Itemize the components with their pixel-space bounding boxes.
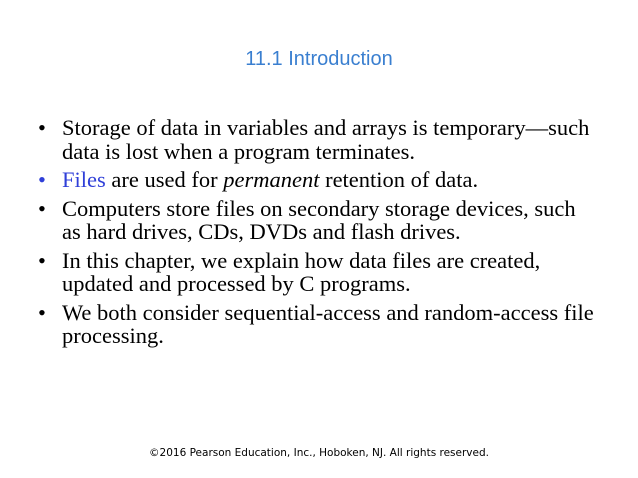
bullet-text: Computers store files on secondary storage devices, such as hard drives, CDs, DVDs and flash drives. [62, 195, 576, 244]
bullet-icon: • [38, 247, 46, 273]
bullet-item-access [38, 301, 598, 348]
permanent-emphasis: permanent [223, 167, 320, 192]
bullet-item-storage [38, 116, 598, 163]
bullet-icon: • [38, 167, 46, 192]
copyright-footer: ©2016 Pearson Education, Inc., Hoboken, NJ. All rights reserved. [149, 447, 489, 459]
bullet-text: Storage of data in variables and arrays is temporary—such data is lost when a program terminates. [62, 115, 590, 164]
bullet-text: In this chapter, we explain how data files are created, updated and processed by C programs. [62, 247, 541, 296]
bullet-text-middle: are used for [105, 167, 224, 192]
bullet-item-computers [38, 197, 598, 244]
bullet-icon: • [38, 299, 46, 325]
slide-title: 11.1 Introduction [245, 48, 393, 70]
files-term: Files [62, 167, 106, 192]
bullet-icon: • [38, 115, 46, 140]
bullet-text-tail: retention of data. [319, 167, 479, 192]
bullet-icon: • [38, 195, 46, 221]
bullet-item-files [38, 168, 598, 192]
bullet-text: We both consider sequential-access and random-access file processing. [62, 299, 594, 348]
bullet-item-chapter [38, 249, 598, 296]
bullet-list [38, 116, 598, 353]
